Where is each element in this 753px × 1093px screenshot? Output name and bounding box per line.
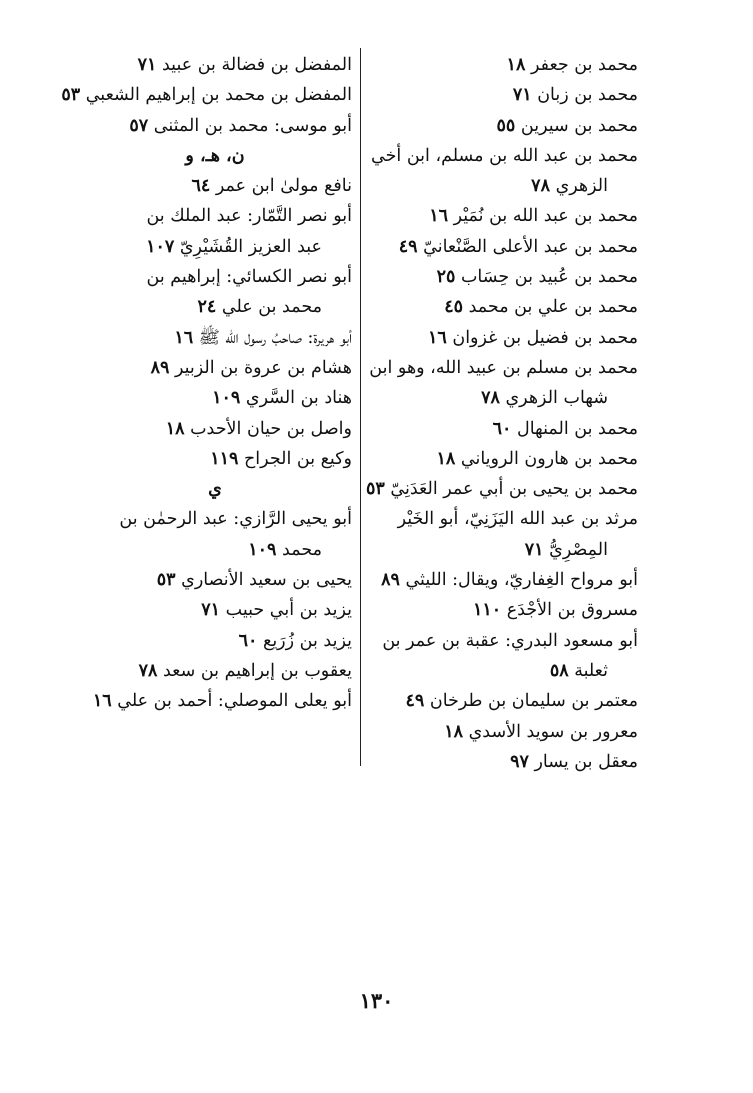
entry-name: أبو مرواح الغِفاريّ، ويقال: الليثي xyxy=(405,570,638,591)
index-entry xyxy=(370,565,638,595)
index-entry xyxy=(370,504,638,534)
entry-page-ref: ١١٠ xyxy=(472,600,502,621)
entry-page-ref: ١٠٩ xyxy=(212,388,241,409)
entry-name: عبد العزيز القُشَيْرِيّ xyxy=(179,236,322,257)
entry-page-ref: ١٦ xyxy=(429,206,449,227)
entry-name: يحيى بن سعيد الأنصاري xyxy=(181,570,352,591)
entry-name: ي xyxy=(208,479,222,500)
index-entry xyxy=(370,656,638,686)
entry-page-ref: ٨٩ xyxy=(150,357,170,378)
entry-name: محمد بن فضيل بن غزوان xyxy=(452,327,638,348)
entry-page-ref: ٧٨ xyxy=(531,176,550,197)
index-entry xyxy=(78,656,352,686)
entry-name: محمد xyxy=(282,539,322,560)
entry-name: يزيد بن أبي حبيب xyxy=(225,600,352,621)
index-entry xyxy=(78,171,352,201)
index-entry xyxy=(78,686,352,716)
entry-name: أبو مسعود البدري: عقبة بن عمر بن xyxy=(382,630,638,651)
entry-page-ref: ١٦ xyxy=(92,691,112,712)
entry-page-ref: ٧٨ xyxy=(481,388,500,409)
index-entry xyxy=(78,353,352,383)
index-entry xyxy=(370,444,638,474)
entry-page-ref: ٦٤ xyxy=(191,176,211,197)
index-entry xyxy=(78,535,352,565)
index-entry xyxy=(78,323,352,353)
index-entry xyxy=(370,747,638,777)
entry-page-ref: ٤٩ xyxy=(405,691,425,712)
entry-name: معقل بن يسار xyxy=(534,751,638,772)
entry-name: معرور بن سويد الأسدي xyxy=(468,721,638,742)
entry-name: أبو نصر الكسائي: إبراهيم بن xyxy=(146,267,352,288)
entry-page-ref: ٦٠ xyxy=(238,630,258,651)
entry-page-ref: ٦٠ xyxy=(492,418,512,439)
entry-page-ref: ٧١ xyxy=(512,85,532,106)
entry-name: يزيد بن زُرَيع xyxy=(263,630,352,651)
index-entry xyxy=(370,353,638,383)
entry-name: محمد بن جعفر xyxy=(530,55,638,75)
entry-name: يعقوب بن إبراهيم بن سعد xyxy=(162,660,352,681)
entry-page-ref: ٩٧ xyxy=(510,751,529,772)
index-entry xyxy=(370,292,638,322)
entry-page-ref: ٧١ xyxy=(524,539,544,560)
entry-name: هناد بن السَّري xyxy=(245,388,352,409)
index-column-right xyxy=(366,50,638,777)
index-entry xyxy=(370,111,638,141)
index-entry xyxy=(370,262,638,292)
index-entry xyxy=(370,323,638,353)
entry-name: مرثد بن عبد الله اليَزَنِيّ، أبو الخَيْر xyxy=(397,509,638,530)
entry-page-ref: ١٠٩ xyxy=(248,539,277,560)
index-letter-heading xyxy=(78,474,352,504)
index-letter-heading xyxy=(78,141,352,171)
index-entry xyxy=(78,565,352,595)
entry-name: أبو موسى: محمد بن المثنى xyxy=(153,115,352,136)
entry-name: الزهري xyxy=(555,176,608,197)
index-entry xyxy=(370,595,638,625)
index-entry xyxy=(370,626,638,656)
entry-page-ref: ٥٧ xyxy=(129,115,149,136)
entry-name: محمد بن مسلم بن عبيد الله، وهو ابن xyxy=(369,357,638,378)
entry-name: أبو نصر التَّمّار: عبد الملك بن xyxy=(146,206,352,227)
index-entry xyxy=(370,717,638,747)
entry-page-ref: ١٨ xyxy=(506,55,526,75)
entry-page-ref: ٢٤ xyxy=(197,297,217,318)
index-entry xyxy=(78,444,352,474)
entry-name: محمد بن هارون الروياني xyxy=(460,448,638,469)
entry-name: محمد بن علي xyxy=(221,297,322,318)
entry-name: المفضل بن محمد بن إبراهيم الشعبي xyxy=(85,85,352,106)
entry-name: أبو يعلى الموصلي: أحمد بن علي xyxy=(117,691,352,712)
entry-name: معتمر بن سليمان بن طرخان xyxy=(429,691,638,712)
index-entry xyxy=(78,50,352,80)
entry-name: محمد بن عبد الله بن نُمَيْر xyxy=(453,206,638,227)
index-entry xyxy=(78,292,352,322)
index-entry xyxy=(370,383,638,413)
index-entry xyxy=(78,111,352,141)
entry-page-ref: ٥٣ xyxy=(366,479,385,500)
entry-page-ref: ١٨ xyxy=(436,448,456,469)
entry-name: المِصْرِيُّ xyxy=(549,539,608,560)
entry-name: ثعلبة xyxy=(574,660,608,681)
entry-page-ref: ١٠٧ xyxy=(146,236,175,257)
entry-name: محمد بن المنهال xyxy=(517,418,638,439)
entry-page-ref: ٧١ xyxy=(201,600,221,621)
entry-name: محمد بن عبد الله بن مسلم، ابن أخي xyxy=(371,145,638,166)
entry-page-ref: ٥٥ xyxy=(496,115,516,136)
entry-name: أبو هريرة: صاحبُ رسول الله ﷺ xyxy=(198,327,352,348)
entry-page-ref: ٥٣ xyxy=(156,570,176,591)
entry-name: مسروق بن الأجْدَع xyxy=(506,600,638,621)
index-entry xyxy=(370,535,638,565)
index-entry xyxy=(370,201,638,231)
entry-page-ref: ٨٩ xyxy=(381,570,400,591)
entry-name: ن، هـ، و xyxy=(185,145,245,166)
index-entry xyxy=(78,504,352,534)
index-entry xyxy=(78,414,352,444)
entry-page-ref: ١١٩ xyxy=(210,448,239,469)
entry-name: محمد بن علي بن محمد xyxy=(468,297,638,318)
index-entry xyxy=(61,80,352,110)
index-entry xyxy=(78,595,352,625)
index-column-left xyxy=(61,50,352,717)
index-entry xyxy=(370,232,638,262)
page-number: ١٣٠ xyxy=(359,988,394,1013)
entry-page-ref: ٥٨ xyxy=(549,660,569,681)
entry-name: محمد بن يحيى بن أبي عمر العَدَنِيّ xyxy=(390,479,638,500)
entry-name: شهاب الزهري xyxy=(505,388,608,409)
entry-name: هشام بن عروة بن الزبير xyxy=(174,357,352,378)
index-entry xyxy=(370,686,638,716)
index-entry xyxy=(370,141,638,171)
column-divider xyxy=(360,48,361,766)
entry-name: أبو يحيى الرَّازي: عبد الرحمٰن بن xyxy=(119,509,352,530)
entry-page-ref: ١٨ xyxy=(165,418,185,439)
entry-name: محمد بن عُبيد بن حِسَاب xyxy=(460,267,638,288)
entry-page-ref: ١٦ xyxy=(174,327,194,348)
index-entry xyxy=(370,414,638,444)
entry-page-ref: ١٨ xyxy=(444,721,464,742)
entry-page-ref: ١٦ xyxy=(427,327,447,348)
entry-page-ref: ٧١ xyxy=(137,55,157,75)
index-entry xyxy=(78,232,352,262)
entry-name: محمد بن سيرين xyxy=(520,115,638,136)
entry-page-ref: ٥٣ xyxy=(61,85,81,106)
entry-page-ref: ٧٨ xyxy=(138,660,158,681)
entry-page-ref: ٢٥ xyxy=(436,267,456,288)
index-entry xyxy=(78,262,352,292)
entry-page-ref: ٤٥ xyxy=(444,297,464,318)
index-entry xyxy=(370,50,638,80)
index-entry xyxy=(370,171,638,201)
entry-name: نافع مولىٰ ابن عمر xyxy=(215,176,352,197)
entry-name: المفضل بن فضالة بن عبيد xyxy=(161,55,352,75)
index-entry xyxy=(370,80,638,110)
entry-name: واصل بن حيان الأحدب xyxy=(190,418,352,439)
index-entry xyxy=(78,626,352,656)
index-entry xyxy=(366,474,638,504)
entry-page-ref: ٤٩ xyxy=(398,236,418,257)
entry-name: محمد بن زبان xyxy=(537,85,638,106)
index-entry xyxy=(78,383,352,413)
entry-name: وكيع بن الجراح xyxy=(244,448,352,469)
entry-name: محمد بن عبد الأعلى الصَّنْعانيّ xyxy=(423,236,638,257)
index-entry xyxy=(78,201,352,231)
